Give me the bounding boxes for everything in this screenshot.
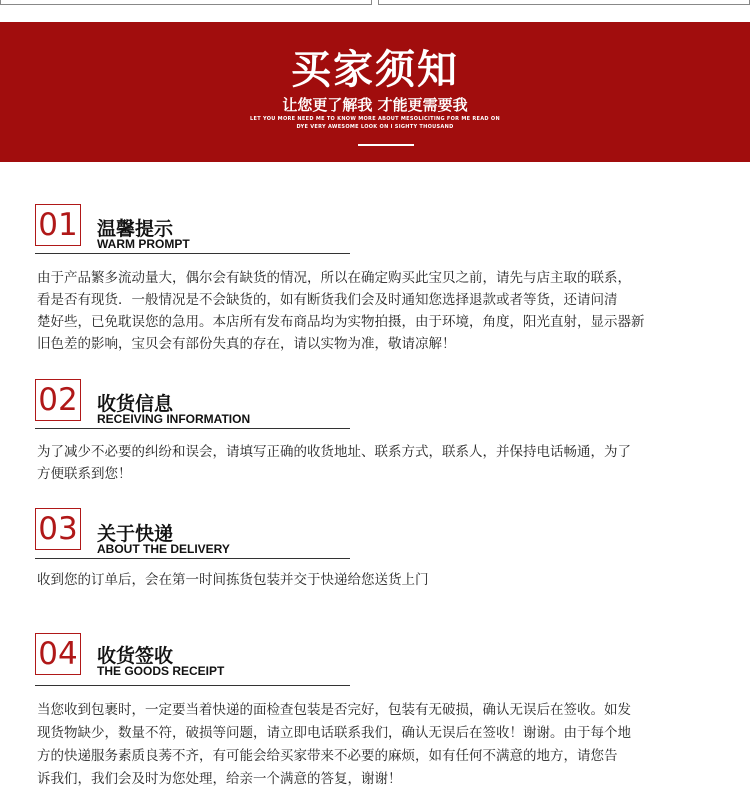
section-subtitle: RECEIVING INFORMATION bbox=[97, 412, 251, 426]
body-line: 由于产品繁多流动量大，偶尔会有缺货的情况，所以在确定购买此宝贝之前，请先与店主取的联系， bbox=[37, 270, 631, 286]
section-title: 关于快递 bbox=[97, 523, 174, 545]
section-divider bbox=[35, 558, 350, 559]
body-line: 看是否有现货．一般情况是不会缺货的，如有断货我们会及时通知您选择退款或者等货，还请问清 bbox=[37, 292, 618, 308]
section-body bbox=[37, 569, 727, 591]
banner-english-text: LET YOU MORE NEED ME TO KNOW MORE ABOUT MESOLICITING FOR ME READ ON DYE VERY AWESOME LOOK ON I SIGHTY THOUSAND bbox=[250, 116, 500, 130]
top-tab-left bbox=[0, 0, 372, 5]
top-tab-right bbox=[378, 0, 750, 5]
section-body bbox=[37, 267, 727, 355]
body-line: 现货物缺少，数量不符，破损等问题，请立即电话联系我们，确认无误后在签收！谢谢。由于每个地 bbox=[37, 725, 631, 741]
header-banner bbox=[0, 22, 750, 162]
section-subtitle: ABOUT THE DELIVERY bbox=[97, 542, 230, 556]
section-number-box: 01 bbox=[35, 204, 81, 246]
body-line: 方便联系到您！ bbox=[37, 466, 132, 482]
body-line: 当您收到包裹时，一定要当着快递的面检查包装是否完好，包装有无破损，确认无误后在签收。如发 bbox=[37, 702, 631, 718]
banner-subtitle: 让您更了解我 才能更需要我 bbox=[282, 96, 468, 114]
body-line: 为了减少不必要的纠纷和误会，请填写正确的收货地址、联系方式，联系人，并保持电话畅通，为了 bbox=[37, 444, 631, 460]
section-subtitle: WARM PROMPT bbox=[97, 237, 190, 251]
body-line: 楚好些，已免耽误您的急用。本店所有发布商品均为实物拍摄，由于环境，角度，阳光直射，显示器新 bbox=[37, 314, 645, 330]
section-number-box: 02 bbox=[35, 379, 81, 421]
section-number-box: 03 bbox=[35, 508, 81, 550]
section-divider bbox=[35, 253, 350, 254]
top-strip bbox=[0, 0, 750, 22]
section-title: 温馨提示 bbox=[97, 218, 174, 240]
banner-title: 买家须知 bbox=[291, 47, 459, 93]
section-divider bbox=[35, 428, 350, 429]
body-line: 诉我们，我们会及时为您处理，给亲一个满意的答复，谢谢！ bbox=[37, 771, 402, 787]
body-line: 旧色差的影响，宝贝会有部份失真的存在，请以实物为准，敬请凉解！ bbox=[37, 336, 456, 352]
section-title: 收货签收 bbox=[97, 645, 174, 667]
section-number-box: 04 bbox=[35, 633, 81, 675]
body-line: 收到您的订单后，会在第一时间拣货包装并交于快递给您送货上门 bbox=[37, 572, 429, 588]
section-body bbox=[37, 441, 727, 485]
section-subtitle: THE GOODS RECEIPT bbox=[97, 664, 225, 678]
banner-divider bbox=[358, 144, 414, 146]
section-title: 收货信息 bbox=[97, 393, 174, 415]
section-body bbox=[37, 699, 727, 791]
body-line: 方的快递服务素质良莠不齐，有可能会给买家带来不必要的麻烦，如有任何不满意的地方，请您告 bbox=[37, 748, 618, 764]
section-divider bbox=[35, 685, 350, 686]
